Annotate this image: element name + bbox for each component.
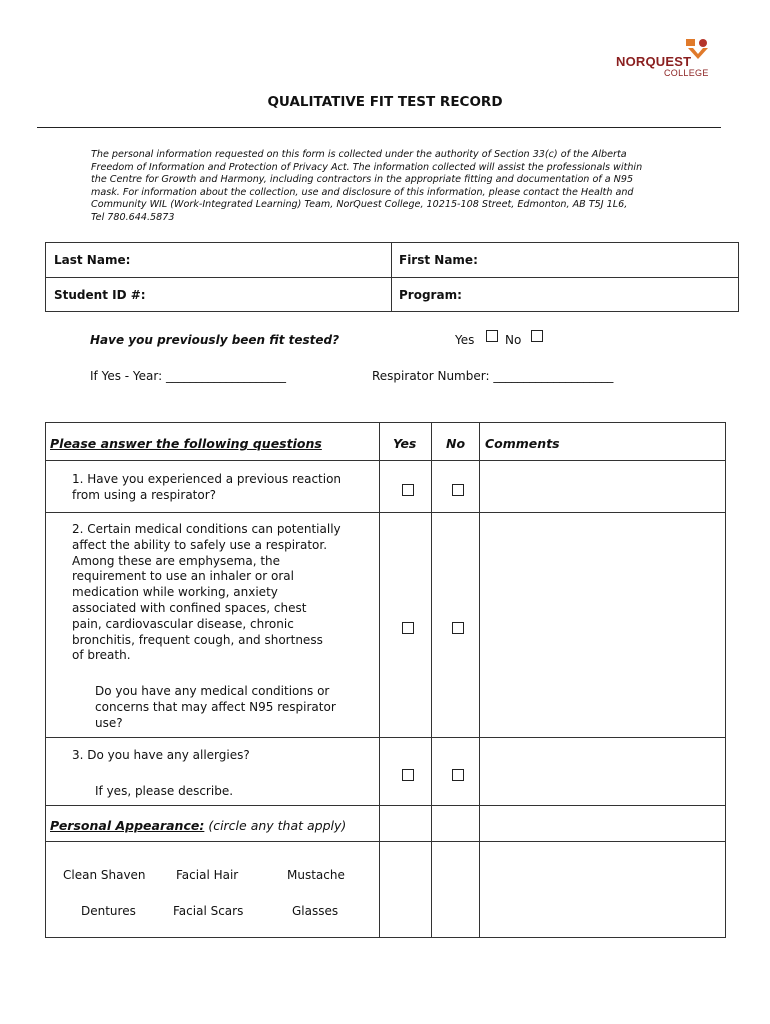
title-divider [37,127,721,128]
appearance-option[interactable]: Clean Shaven [63,868,146,882]
divider [46,737,725,738]
divider [379,423,380,937]
divider [391,243,392,311]
question-1-no-checkbox[interactable] [452,484,464,496]
fit-tested-yes-label: Yes [455,333,475,347]
program-field[interactable]: Program: [399,288,462,302]
personal-appearance-label: Personal Appearance: [50,818,205,833]
appearance-option[interactable]: Glasses [292,904,339,918]
divider [46,805,725,806]
question-3-yes-checkbox[interactable] [402,769,414,781]
appearance-option[interactable]: Mustache [287,868,345,882]
first-name-field[interactable]: First Name: [399,253,478,267]
logo-name: NORQUEST [616,54,692,69]
appearance-option[interactable]: Facial Hair [176,868,239,882]
fit-tested-no-label: No [505,333,522,347]
question-3-text: 3. Do you have any allergies? [72,748,250,762]
question-3-followup: If yes, please describe. [95,784,234,798]
norquest-logo [612,38,717,82]
logo-subtitle: COLLEGE [664,68,709,78]
fit-tested-no-checkbox[interactable] [531,330,543,342]
divider [46,460,725,461]
privacy-notice: The personal information requested on this form is collected under the authority of Section 33(c) of the Alberta Freedom of Information and Protection of Privacy Act. The information collected will assist the professionals within the Centre for Growth and Harmony, including contractors in the appropriate fitting and documentation of a N95 mask. For information about the collection, use and disclosure of this information, please contact the Health and Community WIL (Work-Integrated Learning) Team, NorQuest College, 10215-108 Street, Edmonton, AB T5J 1L6, Tel 780.644.5873 [91,149,643,223]
fit-test-year-field[interactable]: If Yes - Year: ____________________ [90,369,286,383]
divider [46,512,725,513]
appearance-option[interactable]: Facial Scars [173,904,244,918]
appearance-option[interactable]: Dentures [81,904,136,918]
divider [431,423,432,937]
fit-tested-yes-checkbox[interactable] [486,330,498,342]
student-info-table [45,242,739,312]
page-title: QUALITATIVE FIT TEST RECORD [267,94,503,110]
question-2-text: 2. Certain medical conditions can potentially affect the ability to safely use a respirator. Among these are emphysema, the requirement to use an inhaler or oral medication while working, anxiety associated with confined spaces, chest pain, cardiovascular disease, chronic bronchitis, frequent cough, and shortness of breath. [72,522,341,663]
divider [46,277,738,278]
yes-column-header: Yes [393,436,417,451]
questions-header: Please answer the following questions [50,436,322,451]
divider [479,423,480,937]
last-name-field[interactable]: Last Name: [54,253,131,267]
divider [46,841,725,842]
question-1-yes-checkbox[interactable] [402,484,414,496]
student-id-field[interactable]: Student ID #: [54,288,146,302]
fit-tested-question: Have you previously been fit tested? [90,333,340,347]
personal-appearance-header [50,818,346,833]
personal-appearance-hint: (circle any that apply) [204,818,347,833]
question-2-followup: Do you have any medical conditions or concerns that may affect N95 respirator use? [95,684,336,730]
respirator-number-field[interactable]: Respirator Number: ____________________ [372,369,614,383]
question-3-no-checkbox[interactable] [452,769,464,781]
comments-column-header: Comments [485,436,560,451]
question-1-text: 1. Have you experienced a previous reaction from using a respirator? [72,472,342,502]
question-2-yes-checkbox[interactable] [402,622,414,634]
questions-table [45,422,726,938]
no-column-header: No [446,436,466,451]
question-2-no-checkbox[interactable] [452,622,464,634]
